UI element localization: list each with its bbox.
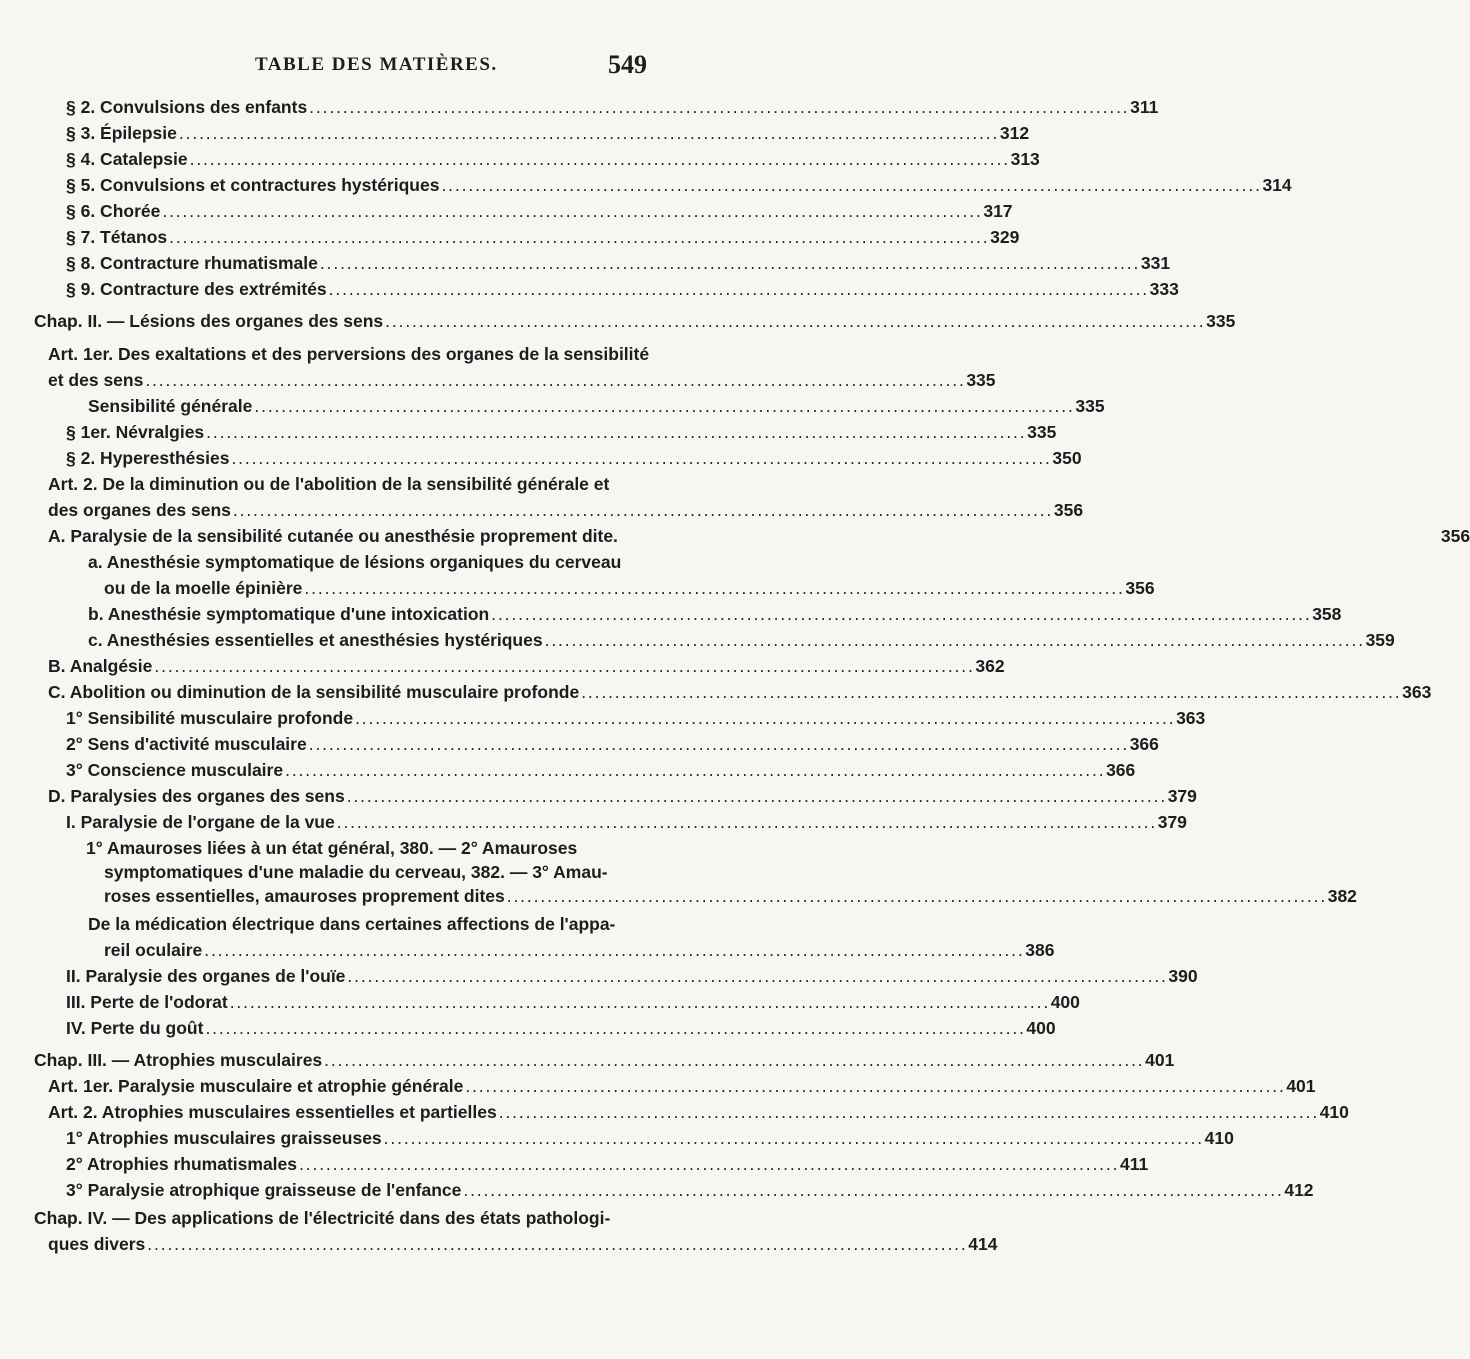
toc-chapter <box>34 1205 688 1231</box>
toc-entry <box>66 809 1187 835</box>
header-title: TABLE DES MATIÈRES. <box>255 54 498 75</box>
toc-entry <box>66 445 1082 471</box>
toc-entry-text: IV. Perte du goût <box>66 1018 204 1038</box>
toc-entry <box>66 198 1013 224</box>
toc-entry <box>66 276 1179 302</box>
toc-entry-text: § 2. Convulsions des enfants <box>66 97 308 117</box>
leader-dots <box>233 497 1050 523</box>
toc-entry-text: 3° Conscience musculaire <box>66 760 284 780</box>
toc-entry <box>48 1073 1316 1099</box>
leader-dots <box>385 308 1202 334</box>
leader-dots <box>384 1125 1201 1151</box>
leader-dots <box>465 1073 1282 1099</box>
toc-entry-text: § 3. Épilepsie <box>66 123 177 143</box>
toc-entry-text: ques divers <box>48 1234 146 1254</box>
leader-dots <box>145 367 962 393</box>
toc-entry-text: II. Paralysie des organes de l'ouïe <box>66 966 346 986</box>
toc-entry-text: et des sens <box>48 370 144 390</box>
toc-chapter <box>34 308 1236 334</box>
toc-entry-text: C. Abolition ou diminution de la sensibilité musculaire profonde <box>48 682 580 702</box>
toc-entry <box>66 224 1020 250</box>
toc-entry-page: 335 <box>1027 422 1057 442</box>
toc-entry-page: 386 <box>1025 940 1055 960</box>
toc-entry-page: 317 <box>983 201 1013 221</box>
leader-dots <box>169 224 986 250</box>
toc-entry-page: 313 <box>1010 149 1040 169</box>
leader-dots <box>441 172 1258 198</box>
toc-entry-page: 412 <box>1284 1180 1314 1200</box>
toc-entry <box>48 679 1432 705</box>
toc-entry-text: des organes des sens <box>48 500 231 520</box>
toc-entry <box>66 757 1136 783</box>
toc-entry <box>48 341 688 367</box>
toc-entry <box>88 627 1395 653</box>
toc-entry-page: 358 <box>1312 604 1342 624</box>
toc-entry <box>66 989 1080 1015</box>
toc-entry-page: 410 <box>1204 1128 1234 1148</box>
toc-entry-page: 401 <box>1145 1050 1175 1070</box>
leader-dots <box>320 250 1137 276</box>
toc-entry <box>104 859 688 885</box>
toc-entry <box>66 172 1292 198</box>
toc-entry-text: Chap. II. — Lésions des organes des sens <box>34 311 384 331</box>
toc-entry-page: 363 <box>1402 682 1432 702</box>
leader-dots <box>230 989 1047 1015</box>
toc-entry-page: 331 <box>1140 253 1171 273</box>
toc-entry-text: B. Analgésie <box>48 656 153 676</box>
toc-entry-page: 366 <box>1129 734 1159 754</box>
leader-dots <box>347 783 1164 809</box>
toc-entry-page: 311 <box>1130 97 1159 117</box>
leader-dots <box>190 146 1007 172</box>
toc-entry-text: 1° Sensibilité musculaire profonde <box>66 708 354 728</box>
toc-entry-page: 401 <box>1286 1076 1316 1096</box>
toc-entry-page: 356 <box>1125 578 1155 598</box>
toc-entry <box>66 94 1159 120</box>
toc-entry-text: Art. 1er. Paralysie musculaire et atrophie générale <box>48 1076 464 1096</box>
header-page-number: 549 <box>608 50 647 79</box>
leader-dots <box>309 94 1126 120</box>
toc-entry-text: A. Paralysie de la sensibilité cutanée ou anesthésie proprement dite. <box>48 526 618 546</box>
toc-entry-page: 400 <box>1026 1018 1056 1038</box>
leader-dots <box>204 937 1021 963</box>
leader-dots <box>309 731 1126 757</box>
leader-dots <box>463 1177 1280 1203</box>
leader-dots <box>285 757 1102 783</box>
toc-entry-page: 379 <box>1157 812 1187 832</box>
toc-entry-text: D. Paralysies des organes des sens <box>48 786 345 806</box>
toc-entry-page: 363 <box>1176 708 1206 728</box>
toc-entry <box>66 120 1030 146</box>
toc-entry-text: b. Anesthésie symptomatique d'une intoxication <box>88 604 490 624</box>
toc-entry <box>48 783 1197 809</box>
toc-entry <box>48 653 1005 679</box>
toc-entry-page: 335 <box>1075 396 1105 416</box>
toc-entry <box>66 705 1206 731</box>
leader-dots <box>581 679 1398 705</box>
toc-entry-text: 3° Paralysie atrophique graisseuse de l'enfance <box>66 1180 462 1200</box>
toc-entry-page: 382 <box>1327 886 1357 906</box>
toc-entry <box>66 1151 1149 1177</box>
toc-entry-text: Chap. III. — Atrophies musculaires <box>34 1050 323 1070</box>
toc-entry-text: Art. 2. Atrophies musculaires essentielles et partielles <box>48 1102 497 1122</box>
toc-entry-text: § 1er. Névralgies <box>66 422 205 442</box>
toc-entry <box>88 601 1342 627</box>
leader-dots <box>299 1151 1116 1177</box>
toc-entry-text: reil oculaire <box>104 940 203 960</box>
toc-entry <box>86 835 688 861</box>
toc-entry-page: 350 <box>1052 448 1082 468</box>
toc-entry-text: III. Perte de l'odorat <box>66 992 228 1012</box>
leader-dots <box>147 1231 964 1257</box>
toc-entry <box>66 963 1198 989</box>
toc-entry-page: 414 <box>968 1234 998 1254</box>
leader-dots <box>355 705 1172 731</box>
leader-dots <box>179 120 996 146</box>
toc-entry-text: De la médication électrique dans certaines affections de l'appa- <box>88 914 616 934</box>
leader-dots <box>491 601 1308 627</box>
toc-chapter <box>34 1047 1175 1073</box>
toc-entry <box>48 523 1470 549</box>
toc-entry-text: § 5. Convulsions et contractures hystériques <box>66 175 440 195</box>
toc-entry <box>48 1099 1349 1125</box>
toc-entry-page: 410 <box>1319 1102 1349 1122</box>
toc-entry <box>66 250 1171 276</box>
toc-entry <box>48 471 688 497</box>
toc-entry <box>66 731 1159 757</box>
toc-entry-text: Chap. IV. — Des applications de l'électricité dans des états pathologi- <box>34 1208 611 1228</box>
leader-dots <box>254 393 1071 419</box>
toc-entry-text: Art. 2. De la diminution ou de l'abolition de la sensibilité générale et <box>48 474 610 494</box>
toc-entry-text: § 6. Chorée <box>66 201 161 221</box>
toc-entry <box>104 937 1055 963</box>
toc-entry <box>66 1015 1056 1041</box>
toc-entry-text: § 2. Hyperesthésies <box>66 448 230 468</box>
toc-entry <box>88 393 1105 419</box>
toc-entry-text: § 4. Catalepsie <box>66 149 188 169</box>
toc-entry <box>88 911 688 937</box>
leader-dots <box>337 809 1154 835</box>
toc-entry-page: 335 <box>966 370 996 390</box>
toc-entry-text: c. Anesthésies essentielles et anesthésies hystériques <box>88 630 543 650</box>
toc-entry-text: § 8. Contracture rhumatismale <box>66 253 318 273</box>
toc-entry <box>88 549 688 575</box>
leader-dots <box>154 653 971 679</box>
leader-dots <box>545 627 1362 653</box>
leader-dots <box>206 419 1023 445</box>
toc-entry-text: 2° Atrophies rhumatismales <box>66 1154 298 1174</box>
toc-entry-page: 333 <box>1149 279 1179 299</box>
toc-entry <box>66 419 1057 445</box>
leader-dots <box>231 445 1048 471</box>
toc-entry-text: 1° Atrophies musculaires graisseuses <box>66 1128 382 1148</box>
toc-entry-page: 362 <box>975 656 1005 676</box>
toc-entry <box>104 575 1155 601</box>
toc-entry-page: 314 <box>1262 175 1292 195</box>
leader-dots <box>162 198 979 224</box>
toc-entry <box>48 1231 998 1257</box>
toc-entry-text: a. Anesthésie symptomatique de lésions organiques du cerveau <box>88 552 622 572</box>
toc-entry-page: 312 <box>999 123 1030 143</box>
toc-entry <box>48 497 1084 523</box>
leader-dots <box>329 276 1146 302</box>
toc-entry-text: 1° Amauroses liées à un état général, 380. — 2° Amauroses <box>86 838 578 858</box>
toc-entry-text: § 9. Contracture des extrémités <box>66 279 327 299</box>
toc-entry-page: 411 <box>1120 1154 1149 1174</box>
toc-entry <box>48 367 996 393</box>
toc-entry-text: 2° Sens d'activité musculaire <box>66 734 307 754</box>
toc-entry-page: 329 <box>990 227 1020 247</box>
toc-entry-text: § 7. Tétanos <box>66 227 168 247</box>
toc-entry <box>66 1177 1314 1203</box>
toc-entry <box>66 1125 1234 1151</box>
toc-entry-text: I. Paralysie de l'organe de la vue <box>66 812 335 832</box>
toc-entry-text: symptomatiques d'une maladie du cerveau, 382. — 3° Amau- <box>104 862 608 882</box>
toc-entry-page: 356 <box>1053 500 1084 520</box>
toc-entry <box>104 883 1357 909</box>
leader-dots <box>347 963 1164 989</box>
toc-entry-page: 356 <box>1440 526 1470 546</box>
leader-dots <box>499 1099 1316 1125</box>
leader-dots <box>205 1015 1022 1041</box>
toc-entry-page: 379 <box>1167 786 1197 806</box>
toc-entry-page: 390 <box>1168 966 1198 986</box>
leader-dots <box>324 1047 1141 1073</box>
toc-entry-page: 359 <box>1365 630 1395 650</box>
toc-entry-text: Art. 1er. Des exaltations et des perversions des organes de la sensibilité <box>48 344 650 364</box>
toc-entry-text: Sensibilité générale <box>88 396 253 416</box>
toc-entry-text: ou de la moelle épinière <box>104 578 303 598</box>
leader-dots <box>304 575 1121 601</box>
toc-entry-text: roses essentielles, amauroses proprement dites <box>104 886 505 906</box>
toc-entry-page: 400 <box>1050 992 1080 1012</box>
running-header <box>0 50 800 86</box>
leader-dots <box>507 883 1324 909</box>
toc-entry <box>66 146 1040 172</box>
toc-entry-page: 366 <box>1106 760 1136 780</box>
toc-entry-page: 335 <box>1206 311 1236 331</box>
